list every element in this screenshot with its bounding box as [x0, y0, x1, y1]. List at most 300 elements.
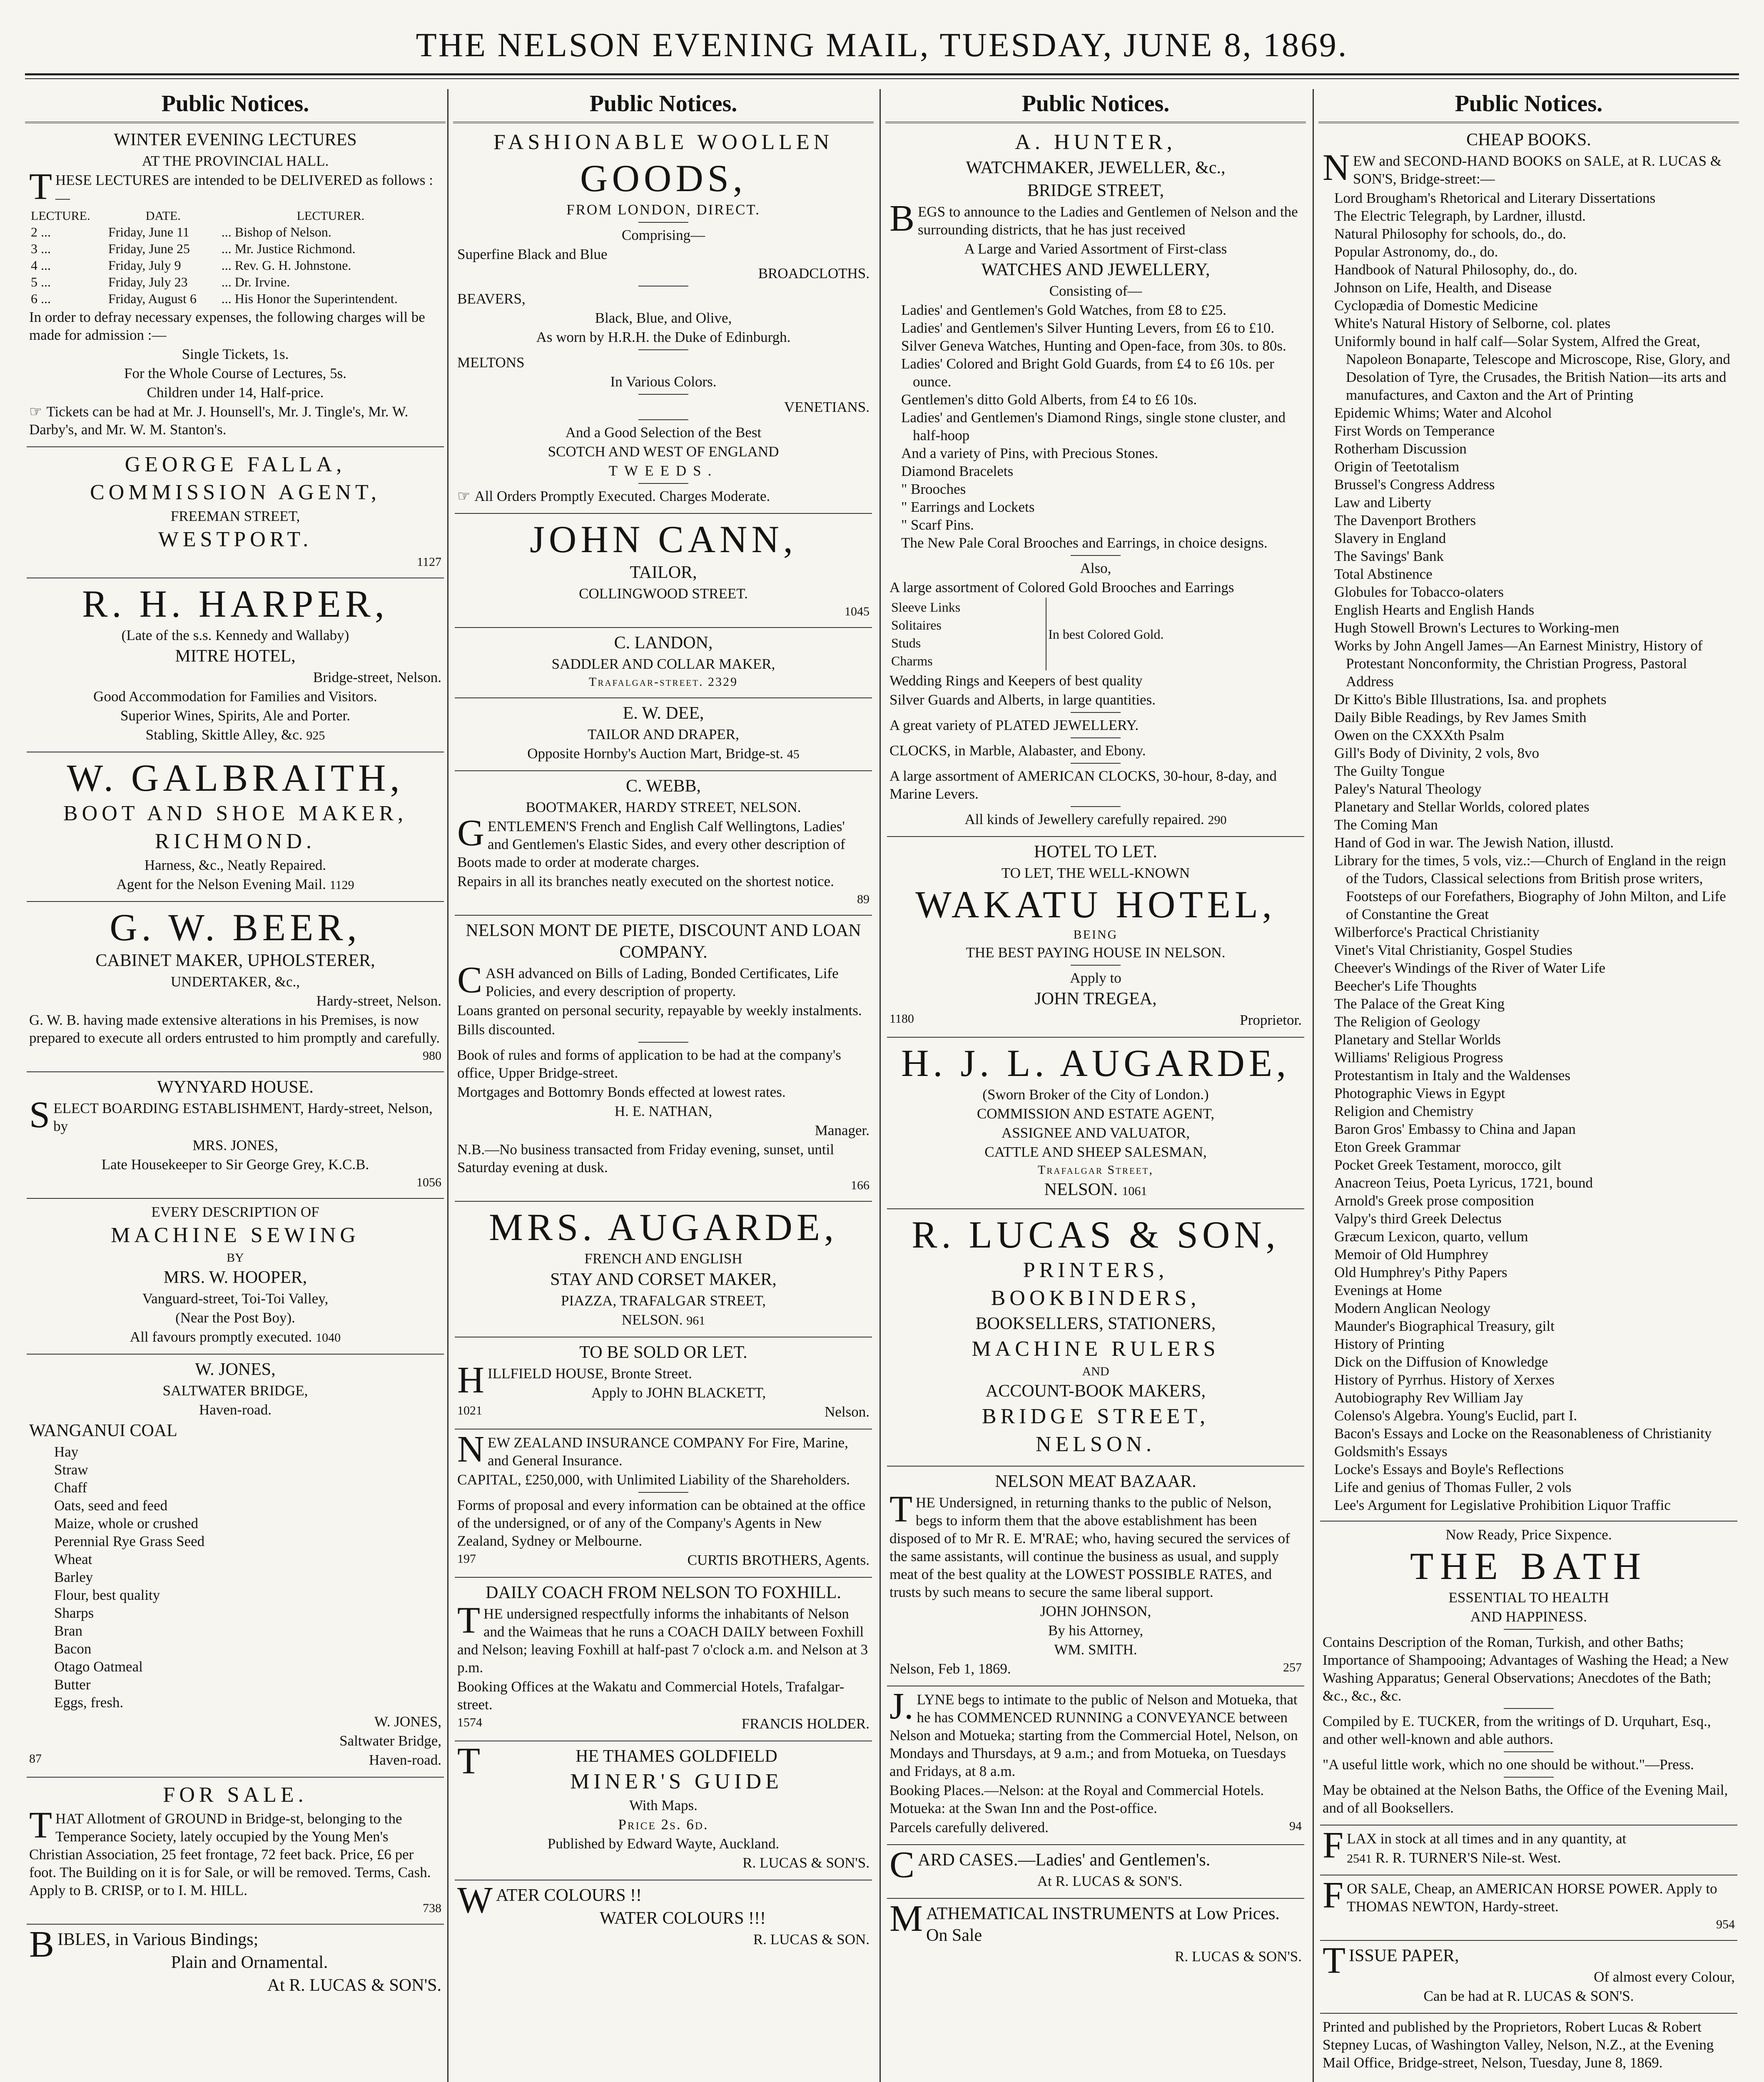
list-item: Planetary and Stellar Worlds — [1334, 1031, 1501, 1048]
list-item: Arnold's Greek prose composition — [1334, 1193, 1534, 1209]
list-item: Bacon — [54, 1641, 92, 1657]
ad-number: 1180 — [889, 1012, 914, 1026]
list-item: A large assortment of Colored Gold Brooches and Earrings — [889, 579, 1234, 595]
list-item: Ladies' and Gentlemen's Diamond Rings, single stone cluster, and half-hoop — [901, 409, 1286, 443]
list-item: Pocket Greek Testament, morocco, gilt — [1334, 1157, 1562, 1173]
hjl-augarde-name: H. J. L. AUGARDE, — [901, 1042, 1291, 1084]
woollen-from: FROM LONDON, DIRECT. — [566, 202, 760, 218]
winter-lectures-notice — [27, 129, 444, 447]
lucas-printers-ad — [887, 1213, 1304, 1467]
hunter-ad — [887, 129, 1304, 837]
mdp-bills: Bills discounted. — [457, 1021, 556, 1038]
landon-ad — [455, 632, 872, 698]
ad-number: 1045 — [845, 605, 870, 618]
card-cases-ad — [887, 1844, 1304, 1899]
hooper-by: BY — [227, 1251, 244, 1265]
list-item: Eggs, fresh. — [54, 1694, 124, 1711]
bibles-ad — [27, 1924, 444, 2004]
table-cell: ... His Honor the Superintendent. — [221, 291, 398, 306]
list-item: Gentlemen's ditto Gold Alberts, from £4 to £6 10s. — [901, 391, 1197, 408]
divider — [638, 1492, 688, 1493]
list-item: Cyclopædia of Domestic Medicine — [1334, 297, 1538, 314]
falla-town: WESTPORT. — [158, 528, 313, 551]
ad-number: 2541 — [1347, 1852, 1372, 1865]
math-instruments-ad — [887, 1898, 1304, 1973]
daily-coach-ad — [455, 1582, 872, 1741]
table-header: LECTURE. — [31, 209, 90, 223]
meat-bazaar-ad — [887, 1471, 1304, 1686]
hjl-augarde-street: Trafalgar Street, — [1038, 1163, 1154, 1177]
list-item: Brussel's Congress Address — [1334, 476, 1495, 493]
falla-title: COMMISSION AGENT, — [90, 481, 381, 504]
hillfield-ad — [455, 1342, 872, 1430]
ad-number: 961 — [686, 1314, 705, 1327]
flax-body: FLAX in stock at all times and in any quantity, at — [1323, 1825, 1627, 1866]
table-cell: Friday, August 6 — [108, 291, 197, 306]
list-item: The Guilty Tongue — [1334, 763, 1445, 779]
ad-number: 954 — [1716, 1918, 1735, 1931]
woollen-goods: GOODS, — [580, 157, 747, 199]
bath-sub2: AND HAPPINESS. — [1470, 1609, 1587, 1625]
list-item: Hugh Stowell Brown's Lectures to Working-men — [1334, 620, 1619, 636]
column-heading: Public Notices. — [25, 89, 446, 123]
list-item: Straw — [54, 1462, 88, 1478]
dee-trade: TAILOR AND DRAPER, — [588, 726, 739, 742]
webb-body: GENTLEMEN'S French and English Calf Wellingtons, Ladies' and Gentlemen's Elastic Sides, and every other description of Boots made to order at moderate charges. — [457, 812, 845, 870]
hjl-augarde-l3: CATTLE AND SHEEP SALESMAN, — [984, 1144, 1207, 1160]
dee-addr: Opposite Hornby's Auction Mart, Bridge-st. — [527, 745, 784, 762]
list-item: Popular Astronomy, do., do. — [1334, 244, 1498, 260]
falla-street: FREEMAN STREET, — [170, 508, 300, 524]
beer-trade: CABINET MAKER, UPHOLSTERER, — [95, 951, 375, 970]
hooper-addr: Vanguard-street, Toi-Toi Valley, — [142, 1290, 329, 1307]
woollen-venetians: VENETIANS. — [784, 399, 870, 415]
hunter-group-label: In best Colored Gold. — [1048, 626, 1164, 642]
list-item: Maize, whole or crushed — [54, 1515, 198, 1532]
lectures-children: Children under 14, Half-price. — [147, 384, 324, 401]
mdp-body: CASH advanced on Bills of Lading, Bonded Certificates, Life Policies, and every description of property. — [457, 959, 839, 1001]
table-cell: ... Dr. Irvine. — [221, 274, 290, 289]
list-item: Butter — [54, 1676, 91, 1693]
list-item: Cheever's Windings of the River of Water Life — [1334, 960, 1606, 976]
lucas-name: R. LUCAS & SON, — [912, 1213, 1280, 1256]
harper-stabling: Stabling, Skittle Alley, &c. — [145, 727, 303, 743]
lyne-conveyance-ad — [887, 1686, 1304, 1845]
cards-body: CARD CASES.—Ladies' and Gentlemen's. — [889, 1844, 1211, 1885]
mrs-augarde-l2: STAY AND CORSET MAKER, — [550, 1270, 777, 1289]
hunter-body: BEGS to announce to the Ladies and Gentlemen of Nelson and the surrounding districts, that he has just received — [889, 198, 1298, 239]
sale-title: FOR SALE. — [163, 1783, 308, 1807]
landon-trade: SADDLER AND COLLAR MAKER, — [551, 656, 775, 672]
cards-at: At R. LUCAS & SON'S. — [1037, 1873, 1183, 1889]
thames-pub: Published by Edward Wayte, Auckland. — [547, 1835, 780, 1852]
hooper-favours: All favours promptly executed. — [130, 1329, 312, 1345]
bibles-at: At R. LUCAS & SON'S. — [267, 1976, 441, 1995]
list-item: Daily Bible Readings, by Rev James Smith — [1334, 709, 1587, 725]
list-item: Uniformly bound in half calf—Solar System, Alfred the Great, Napoleon Bonaparte, Telescope and Microscope, Rise, Glory, and Desolation of Tyre, the Crusades, the British Nation—its arts and manufactures, and Caxton and the Art of Printing — [1334, 333, 1730, 403]
tissue-body: Of almost every Colour, — [1594, 1969, 1735, 1985]
woollen-comprising: Comprising— — [621, 227, 705, 243]
hotel-to-let-ad — [887, 841, 1304, 1038]
mdp-title: NELSON MONT DE PIETE, DISCOUNT AND LOAN COMPANY. — [466, 921, 861, 962]
list-item: CLOCKS, in Marble, Alabaster, and Ebony. — [889, 742, 1146, 759]
tissue-title: TISSUE PAPER, — [1323, 1940, 1459, 1981]
lectures-intro: THESE LECTURES are intended to be DELIVERED as follows :— — [29, 166, 433, 207]
list-item: Hay — [54, 1444, 79, 1460]
lucas-and: AND — [1082, 1365, 1109, 1378]
webb-ad — [455, 775, 872, 916]
hooper-line1: EVERY DESCRIPTION OF — [151, 1204, 319, 1220]
imprint-text: Printed and published by the Proprietors, Robert Lucas & Robert Stepney Lucas, of Washington Valley, Nelson, N.Z., at the Evening Mail Office, Bridge-street, Nelson, Tuesday, June 8, 1869. — [1323, 2019, 1714, 2071]
woollen-meltons: MELTONS — [457, 354, 525, 371]
list-item: A great variety of PLATED JEWELLERY. — [889, 717, 1139, 733]
hunter-name: A. HUNTER, — [1015, 130, 1176, 154]
water-colours-ad — [455, 1880, 872, 1956]
table-cell: Friday, July 23 — [108, 274, 188, 289]
hjl-augarde-sworn: (Sworn Broker of the City of London.) — [982, 1086, 1209, 1103]
bath-obtain: May be obtained at the Nelson Baths, the Office of the Evening Mail, and of all Booksellers. — [1323, 1782, 1728, 1816]
list-item: " Scarf Pins. — [901, 517, 974, 533]
list-item: The Palace of the Great King — [1334, 996, 1505, 1012]
divider — [1504, 1629, 1554, 1630]
list-item: The Coming Man — [1334, 817, 1438, 833]
table-cell: 3 ... — [31, 241, 51, 256]
harper-accom: Good Accommodation for Families and Visitors. — [93, 688, 377, 705]
hotel-title: HOTEL TO LET. — [1034, 842, 1157, 862]
mdp-rules: Book of rules and forms of application to be had at the company's office, Upper Bridge-street. — [457, 1047, 841, 1081]
meat-sig3: WM. SMITH. — [1054, 1641, 1137, 1658]
meat-sig: JOHN JOHNSON, — [1040, 1603, 1151, 1619]
sale-body: THAT Allotment of GROUND in Bridge-st, belonging to the Temperance Society, lately occupied by the Young Men's Christian Association, 25 feet frontage, 72 feet back. Price, £6 per foot. The Building on it is for Sale, or will be removed. Terms, Cash. Apply to B. CRISP, or to I. M. HILL. — [29, 1805, 431, 1898]
list-item: Locke's Essays and Boyle's Reflections — [1334, 1461, 1564, 1477]
list-item: Anacreon Teius, Poeta Lyricus, 1721, bound — [1334, 1175, 1593, 1191]
harper-addr: Bridge-street, Nelson. — [313, 669, 441, 685]
list-item: Autobiography Rev William Jay — [1334, 1390, 1523, 1406]
coach-sig: FRANCIS HOLDER. — [741, 1716, 870, 1732]
landon-street: Trafalgar-street. — [589, 675, 704, 689]
lectures-subtitle: AT THE PROVINCIAL HALL. — [142, 153, 329, 169]
hjl-augarde-l1: COMMISSION AND ESTATE AGENT, — [977, 1106, 1215, 1122]
bibles-line2: Plain and Ornamental. — [171, 1953, 328, 1972]
bath-ready: Now Ready, Price Sixpence. — [1445, 1527, 1612, 1543]
column-heading: Public Notices. — [885, 89, 1306, 123]
lectures-tickets: Tickets can be had at Mr. J. Hounsell's, Mr. J. Tingle's, Mr. W. Darby's, and Mr. W. M. Stanton's. — [29, 403, 409, 438]
list-item: Vinet's Vital Christianity, Gospel Studies — [1334, 942, 1572, 958]
ad-number: 94 — [1289, 1819, 1302, 1833]
list-item: Valpy's third Greek Delectus — [1334, 1210, 1502, 1227]
hunter-group — [889, 598, 1302, 670]
beer-name: G. W. BEER, — [110, 906, 361, 949]
cann-trade: TAILOR, — [630, 563, 697, 582]
list-item: Williams' Religious Progress — [1334, 1049, 1503, 1066]
list-item: Diamond Bracelets — [901, 463, 1014, 479]
woollen-orders: All Orders Promptly Executed. Charges Moderate. — [474, 488, 770, 504]
list-item: Protestantism in Italy and the Waldenses — [1334, 1067, 1571, 1083]
ad-number: 1574 — [457, 1716, 482, 1729]
ad-number: 166 — [851, 1178, 870, 1192]
list-item: Silver Geneva Watches, Hunting and Open-face, from 30s. to 80s. — [901, 338, 1286, 354]
mdp-nb: N.B.—No business transacted from Friday evening, sunset, until Saturday evening at dusk. — [457, 1141, 835, 1175]
hunter-street: BRIDGE STREET, — [1027, 181, 1164, 200]
list-item: Otago Oatmeal — [54, 1659, 143, 1675]
list-item: Lee's Argument for Legislative Prohibition Liquor Traffic — [1334, 1497, 1671, 1513]
woollen-sel1: And a Good Selection of the Best — [565, 424, 762, 441]
list-item: Sleeve Links — [891, 600, 961, 615]
woollen-broad1: Superfine Black and Blue — [457, 246, 608, 262]
hotel-name: WAKATU HOTEL, — [915, 883, 1276, 926]
webb-trade: BOOTMAKER, HARDY STREET, NELSON. — [526, 799, 801, 815]
hotel-best: THE BEST PAYING HOUSE IN NELSON. — [966, 944, 1226, 961]
list-item: Sharps — [54, 1605, 94, 1621]
list-item: Ladies' Colored and Bright Gold Guards, from £4 to £6 10s. per ounce. — [901, 356, 1274, 390]
masthead: THE NELSON EVENING MAIL, TUESDAY, JUNE 8, 1869. — [416, 26, 1348, 64]
list-item: Bran — [54, 1623, 83, 1639]
horse-body: FOR SALE, Cheap, an AMERICAN HORSE POWER. Apply to THOMAS NEWTON, Hardy-street. — [1323, 1875, 1717, 1916]
meat-sig2: By his Attorney, — [1048, 1622, 1144, 1639]
list-item: English Hearts and English Hands — [1334, 602, 1535, 618]
webb-name: C. WEBB, — [625, 777, 701, 796]
harper-wines: Superior Wines, Spirits, Ale and Porter. — [120, 707, 351, 724]
hunter-also: Also, — [1080, 560, 1111, 576]
meat-title: NELSON MEAT BAZAAR. — [995, 1472, 1196, 1491]
table-cell: 5 ... — [31, 274, 51, 289]
flax-who: R. R. TURNER'S Nile-st. West. — [1375, 1850, 1561, 1866]
hooper-name: MRS. W. HOOPER, — [163, 1268, 307, 1287]
table-cell: 6 ... — [31, 291, 51, 306]
wynyard-body: SELECT BOARDING ESTABLISHMENT, Hardy-street, Nelson, by — [29, 1094, 433, 1136]
wynyard-late: Late Housekeeper to Sir George Grey, K.C.B. — [101, 1156, 369, 1173]
mrs-augarde-l1: FRENCH AND ENGLISH — [584, 1250, 742, 1267]
hjl-augarde-ad — [887, 1042, 1304, 1209]
cann-street: COLLINGWOOD STREET. — [579, 585, 748, 602]
nzi-title: NEW ZEALAND INSURANCE COMPANY For Fire, Marine, and General Insurance. — [457, 1429, 848, 1470]
list-item: Origin of Teetotalism — [1334, 458, 1460, 475]
books-list — [1323, 189, 1735, 1514]
for-sale-ad — [27, 1782, 444, 1925]
ad-number: 1056 — [416, 1175, 441, 1189]
list-item: The Davenport Brothers — [1334, 512, 1476, 528]
list-item: A large assortment of AMERICAN CLOCKS, 30-hour, 8-day, and Marine Levers. — [889, 768, 1277, 802]
cann-ad — [455, 518, 872, 628]
harper-note: (Late of the s.s. Kennedy and Wallaby) — [121, 627, 349, 643]
beer-body: G. W. B. having made extensive alterations in his Premises, is now prepared to execute all orders entrusted to him promptly and carefully. — [29, 1012, 440, 1046]
list-item: Baron Gros' Embassy to China and Japan — [1334, 1121, 1576, 1137]
woollen-beavers2: Black, Blue, and Olive, — [595, 310, 732, 326]
list-item: Wedding Rings and Keepers of best quality — [889, 672, 1143, 689]
list-item: Epidemic Whims; Water and Alcohol — [1334, 405, 1552, 421]
woollen-goods-ad — [455, 129, 872, 514]
thames-maps: With Maps. — [629, 1797, 698, 1813]
lectures-title: WINTER EVENING LECTURES — [114, 130, 357, 149]
list-item: Life and genius of Thomas Fuller, 2 vols — [1334, 1479, 1572, 1495]
list-item: Oats, seed and feed — [54, 1497, 168, 1514]
nz-insurance-ad — [455, 1429, 872, 1578]
table-cell: Friday, July 9 — [108, 258, 181, 273]
list-item: Studs — [891, 635, 921, 650]
lucas-l2: BOOKBINDERS, — [991, 1286, 1201, 1310]
hunter-consisting: Consisting of— — [1049, 283, 1142, 299]
divider — [1071, 737, 1121, 738]
thames-title: THE THAMES GOLDFIELD — [457, 1741, 777, 1782]
jones-sig2: Saltwater Bridge, — [339, 1733, 441, 1749]
cheap-books-ad — [1320, 129, 1737, 1522]
list-item: First Words on Temperance — [1334, 423, 1495, 439]
hooper-ad — [27, 1203, 444, 1355]
woollen-title: FASHIONABLE WOOLLEN — [493, 130, 834, 154]
divider — [638, 222, 688, 223]
divider — [638, 349, 688, 350]
jones-items-list — [29, 1443, 441, 1711]
list-item: Works by John Angell James—An Earnest Ministry, History of Protestant Nonconformity, the Christian Progress, Pastoral Address — [1334, 638, 1703, 690]
list-item: Græcum Lexicon, quarto, vellum — [1334, 1228, 1528, 1245]
list-item: Rotherham Discussion — [1334, 441, 1467, 457]
ad-number: 1040 — [316, 1331, 341, 1345]
list-item: Evenings at Home — [1334, 1282, 1442, 1298]
galbraith-town: RICHMOND. — [154, 829, 316, 853]
list-item: The Electric Telegraph, by Lardner, illustd. — [1334, 208, 1586, 224]
imprint — [1320, 2018, 1737, 2080]
jones-sig3: Haven-road. — [369, 1752, 441, 1768]
ad-number: 738 — [423, 1901, 441, 1915]
hunter-trade: WATCHMAKER, JEWELLER, &c., — [966, 158, 1226, 177]
wynyard-house-ad — [27, 1076, 444, 1199]
list-item: Owen on the CXXXth Psalm — [1334, 727, 1505, 743]
dee-name: E. W. DEE, — [623, 704, 704, 723]
lyne-parcels: Parcels carefully delivered. — [889, 1819, 1049, 1835]
lucas-l1: PRINTERS, — [1023, 1258, 1169, 1282]
meat-body: THE Undersigned, in returning thanks to the public of Nelson, begs to inform them that the above establishment has been disposed of to Mr R. E. M'RAE; who, having secured the services of the same assistants, will continue the business as usual, and supply meat of the best quality at the LOWEST POSSIBLE RATES, and trusts by such means to secure the same liberal support. — [889, 1489, 1290, 1600]
ad-number: 197 — [457, 1552, 476, 1566]
table-row — [29, 224, 441, 240]
list-item: Chaff — [54, 1479, 87, 1496]
coach-body: THE undersigned respectfully informs the inhabitants of Nelson and the Waimeas that he runs a COACH DAILY between Foxhill and Nelson; leaving Foxhill at half-past 7 o'clock a.m. and Nelson at 3 p.m. — [457, 1600, 868, 1676]
coach-booking: Booking Offices at the Wakatu and Commercial Hotels, Trafalgar-street. — [457, 1679, 845, 1713]
list-item: Barley — [54, 1569, 93, 1585]
list-item: Globules for Tobacco-olaters — [1334, 584, 1504, 600]
lyne-booking: Booking Places.—Nelson: at the Royal and Commercial Hotels. Motueka: at the Swan Inn and the Post-office. — [889, 1782, 1264, 1816]
divider — [1504, 1777, 1554, 1778]
list-item: Eton Greek Grammar — [1334, 1139, 1461, 1155]
table-cell: ... Rev. G. H. Johnstone. — [221, 258, 351, 273]
list-item: History of Pyrrhus. History of Xerxes — [1334, 1372, 1555, 1388]
galbraith-name: W. GALBRAITH, — [67, 757, 404, 799]
ad-number: 980 — [423, 1049, 441, 1063]
table-cell: Friday, June 25 — [108, 241, 190, 256]
divider — [638, 483, 688, 484]
hotel-who: JOHN TREGEA, — [1034, 989, 1157, 1009]
galbraith-title: BOOT AND SHOE MAKER, — [63, 802, 407, 825]
nzi-forms: Forms of proposal and every information can be obtained at the office of the undersigned, or of any of the Company's Agents in New Zealand, Sydney or Melbourne. — [457, 1497, 866, 1549]
mrs-augarde-ad — [455, 1206, 872, 1337]
beer-addr: Hardy-street, Nelson. — [316, 993, 441, 1009]
mrs-augarde-l3: PIAZZA, TRAFALGAR STREET, — [561, 1293, 766, 1309]
jones-title: SALTWATER BRIDGE, — [162, 1382, 308, 1399]
horse-power-ad — [1320, 1875, 1737, 1941]
table-row — [29, 257, 441, 274]
table-header: DATE. — [145, 209, 181, 223]
flax-ad — [1320, 1825, 1737, 1875]
list-item: Solitaires — [891, 618, 942, 633]
divider — [638, 1042, 688, 1043]
jones-coal: WANGANUI COAL — [29, 1421, 177, 1440]
hunter-large: A Large and Varied Assortment of First-class — [964, 241, 1227, 257]
lyne-body: J.LYNE begs to intimate to the public of Nelson and Motueka, that he has COMMENCED RUNNING a CONVEYANCE between Nelson and Motueka; starting from the Commercial Hotel, Nelson, on Mondays and Thursdays, at 9 a.m.; and from Motueka, on Tuesdays and Fridays, at 8 a.m. — [889, 1686, 1298, 1779]
list-item: Natural Philosophy for schools, do., do. — [1334, 226, 1567, 242]
ad-number: 2329 — [708, 675, 738, 689]
divider — [1071, 712, 1121, 713]
woollen-sel3: TWEEDS. — [608, 463, 718, 479]
harper-ad — [27, 583, 444, 752]
hooper-addr2: (Near the Post Boy). — [175, 1310, 295, 1326]
divider — [638, 419, 688, 420]
galbraith-agent: Agent for the Nelson Evening Mail. — [116, 876, 326, 892]
list-item: Perennial Rye Grass Seed — [54, 1533, 205, 1549]
hooper-line2: MACHINE SEWING — [111, 1223, 360, 1247]
woollen-beavers: BEAVERS, — [457, 291, 526, 307]
jones-name: W. JONES, — [195, 1360, 276, 1379]
thames-at: R. LUCAS & SON'S. — [742, 1855, 870, 1871]
lectures-note: In order to defray necessary expenses, the following charges will be made for admission :— — [29, 309, 425, 343]
divider — [1071, 965, 1121, 966]
nzi-capital: CAPITAL, £250,000, with Unlimited Liability of the Shareholders. — [457, 1472, 850, 1488]
ad-number: 290 — [1208, 813, 1227, 827]
column-4 — [1318, 89, 1739, 2082]
list-item: Paley's Natural Theology — [1334, 781, 1482, 797]
lucas-l5: ACCOUNT-BOOK MAKERS, — [985, 1382, 1206, 1401]
list-item: Dick on the Diffusion of Knowledge — [1334, 1354, 1548, 1370]
nzi-agents: CURTIS BROTHERS, Agents. — [687, 1552, 870, 1568]
list-item: Ladies' and Gentlemen's Gold Watches, from £8 to £25. — [901, 302, 1226, 318]
harper-name: R. H. HARPER, — [82, 583, 389, 625]
hillfield-apply: Apply to JOHN BLACKETT, — [591, 1385, 766, 1401]
mdp-loans: Loans granted on personal security, repayable by weekly instalments. — [457, 1002, 862, 1019]
thames-guide: MINER'S GUIDE — [570, 1770, 783, 1793]
list-item: Religion and Chemistry — [1334, 1103, 1474, 1119]
tissue-at: Can be had at R. LUCAS & SON'S. — [1423, 1988, 1634, 2004]
mrs-augarde-l4: NELSON. — [621, 1312, 683, 1328]
column-3 — [885, 89, 1306, 2082]
list-item: Law and Liberty — [1334, 494, 1432, 511]
masthead-rule — [25, 73, 1739, 79]
books-intro: NEW and SECOND-HAND BOOKS on SALE, at R. LUCAS & SON'S, Bridge-street:— — [1323, 147, 1722, 188]
list-item: The New Pale Coral Brooches and Earrings, in choice designs. — [901, 535, 1268, 551]
table-cell: Friday, June 11 — [108, 224, 189, 239]
column-heading: Public Notices. — [453, 89, 874, 123]
table-cell: ... Mr. Justice Richmond. — [221, 241, 356, 256]
dee-ad — [455, 702, 872, 771]
list-item: Modern Anglican Neology — [1334, 1300, 1491, 1316]
ad-number: 87 — [29, 1752, 42, 1766]
ad-number: 45 — [787, 747, 800, 761]
lucas-l7: NELSON. — [1035, 1432, 1156, 1456]
jones-road: Haven-road. — [199, 1402, 272, 1418]
column-heading: Public Notices. — [1318, 89, 1739, 123]
lectures-single: Single Tickets, 1s. — [182, 346, 289, 362]
thames-goldfield-ad — [455, 1741, 872, 1880]
hotel-tolet: TO LET, THE WELL-KNOWN — [1001, 865, 1190, 881]
list-item: Lord Brougham's Rhetorical and Literary Dissertations — [1334, 190, 1656, 206]
list-item: Flour, best quality — [54, 1587, 160, 1603]
water-t2: WATER COLOURS !!! — [599, 1909, 766, 1928]
math-body: MATHEMATICAL INSTRUMENTS at Low Prices. On Sale — [889, 1898, 1280, 1945]
thames-price: Price 2s. 6d. — [618, 1816, 709, 1833]
list-item: Silver Guards and Alberts, in large quantities. — [889, 692, 1156, 708]
ad-number: 1061 — [1122, 1184, 1147, 1198]
lucas-l4: MACHINE RULERS — [972, 1337, 1220, 1361]
list-item: Beecher's Life Thoughts — [1334, 978, 1477, 994]
bath-contains: Contains Description of the Roman, Turkish, and other Baths; Importance of Shampooing; Advantages of Washing the Head; a New Washing Apparatus; General Observations; Anecdotes of the Bath; &c., &c., &c. — [1323, 1634, 1729, 1704]
mrs-augarde-name: MRS. AUGARDE, — [488, 1206, 838, 1248]
